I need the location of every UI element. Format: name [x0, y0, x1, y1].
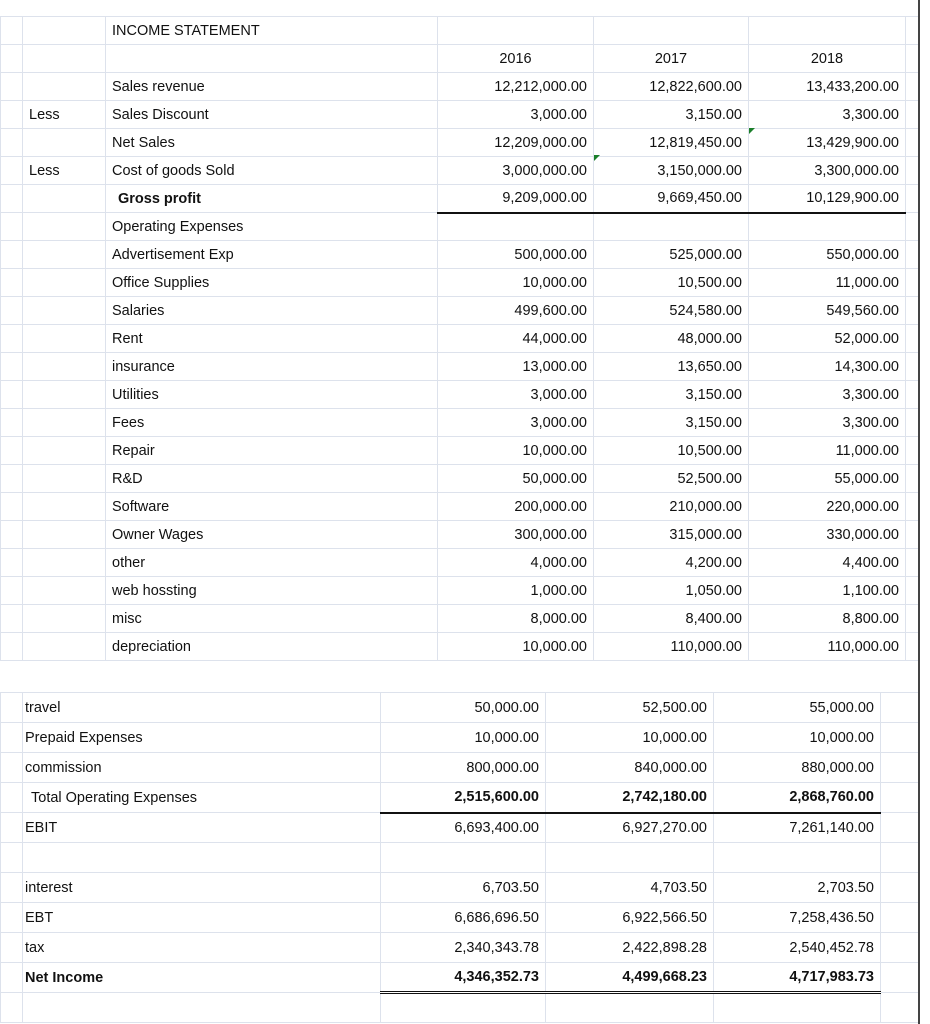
- cell[interactable]: [906, 493, 919, 521]
- value-cell[interactable]: 13,000.00: [438, 353, 594, 381]
- row-prefix[interactable]: [23, 297, 106, 325]
- cell[interactable]: [906, 381, 919, 409]
- cell[interactable]: [906, 185, 919, 213]
- cell[interactable]: [906, 101, 919, 129]
- cell[interactable]: [1, 157, 23, 185]
- cell[interactable]: [906, 465, 919, 493]
- row-prefix[interactable]: [23, 465, 106, 493]
- cell[interactable]: [1, 933, 23, 963]
- value-cell[interactable]: 200,000.00: [438, 493, 594, 521]
- value-cell[interactable]: 524,580.00: [594, 297, 749, 325]
- value-cell[interactable]: 330,000.00: [749, 521, 906, 549]
- row-label[interactable]: interest: [23, 873, 381, 903]
- value-cell[interactable]: 220,000.00: [749, 493, 906, 521]
- cell[interactable]: [1, 693, 23, 723]
- cell[interactable]: [881, 723, 919, 753]
- statement-row: [1, 521, 919, 549]
- cell[interactable]: [106, 45, 438, 73]
- cell[interactable]: [906, 297, 919, 325]
- value-cell[interactable]: 52,000.00: [749, 325, 906, 353]
- cell[interactable]: [23, 17, 106, 45]
- row-label[interactable]: Sales Discount: [106, 101, 438, 129]
- cell[interactable]: [881, 993, 919, 1023]
- year-header-row: [1, 45, 919, 73]
- cell[interactable]: [1, 493, 23, 521]
- statement-row: [1, 813, 919, 843]
- value-cell[interactable]: 2,742,180.00: [546, 783, 714, 813]
- error-indicator-icon: [594, 155, 600, 161]
- cell[interactable]: [906, 73, 919, 101]
- row-prefix[interactable]: [23, 409, 106, 437]
- value-cell[interactable]: 6,686,696.50: [381, 903, 546, 933]
- cell[interactable]: [906, 605, 919, 633]
- row-prefix[interactable]: Less: [23, 101, 106, 129]
- value-cell[interactable]: 55,000.00: [749, 465, 906, 493]
- value-cell[interactable]: 13,429,900.00: [749, 129, 906, 157]
- row-label[interactable]: tax: [23, 933, 381, 963]
- row-label[interactable]: Sales revenue: [106, 73, 438, 101]
- cell[interactable]: [906, 129, 919, 157]
- cell[interactable]: [1, 297, 23, 325]
- row-label[interactable]: Operating Expenses: [106, 213, 438, 241]
- row-label[interactable]: commission: [23, 753, 381, 783]
- row-prefix[interactable]: [23, 577, 106, 605]
- value-cell[interactable]: 7,258,436.50: [714, 903, 881, 933]
- row-label[interactable]: Net Sales: [106, 129, 438, 157]
- cell[interactable]: [1, 465, 23, 493]
- value-cell[interactable]: 3,000,000.00: [438, 157, 594, 185]
- row-label[interactable]: Prepaid Expenses: [23, 723, 381, 753]
- value-cell[interactable]: 3,150.00: [594, 409, 749, 437]
- value-cell[interactable]: 2,540,452.78: [714, 933, 881, 963]
- value-cell[interactable]: 3,300.00: [749, 101, 906, 129]
- cell[interactable]: [906, 45, 919, 73]
- statement-row: [1, 185, 919, 213]
- statement-row: [1, 783, 919, 813]
- row-label[interactable]: Rent: [106, 325, 438, 353]
- row-prefix[interactable]: [23, 185, 106, 213]
- value-cell[interactable]: [546, 993, 714, 1023]
- value-cell[interactable]: 44,000.00: [438, 325, 594, 353]
- value-cell[interactable]: 6,703.50: [381, 873, 546, 903]
- row-label[interactable]: Gross profit: [106, 185, 438, 213]
- value-cell[interactable]: 6,693,400.00: [381, 813, 546, 843]
- statement-row: [1, 241, 919, 269]
- cell[interactable]: [1, 993, 23, 1023]
- row-prefix[interactable]: [23, 521, 106, 549]
- year-header[interactable]: 2016: [438, 45, 594, 73]
- value-cell[interactable]: 4,000.00: [438, 549, 594, 577]
- row-prefix[interactable]: [23, 605, 106, 633]
- cell[interactable]: [906, 157, 919, 185]
- row-label[interactable]: travel: [23, 693, 381, 723]
- window-edge: [918, 0, 920, 1024]
- value-cell[interactable]: 500,000.00: [438, 241, 594, 269]
- value-cell[interactable]: [546, 843, 714, 873]
- statement-row: [1, 213, 919, 241]
- value-cell[interactable]: 3,300,000.00: [749, 157, 906, 185]
- cell[interactable]: [1, 269, 23, 297]
- row-label[interactable]: [23, 993, 381, 1023]
- value-cell[interactable]: 3,300.00: [749, 381, 906, 409]
- value-cell[interactable]: 1,100.00: [749, 577, 906, 605]
- cell[interactable]: [1, 129, 23, 157]
- row-label[interactable]: misc: [106, 605, 438, 633]
- value-cell[interactable]: 3,150.00: [594, 381, 749, 409]
- row-label[interactable]: Cost of goods Sold: [106, 157, 438, 185]
- value-cell[interactable]: [381, 843, 546, 873]
- value-cell[interactable]: 4,717,983.73: [714, 963, 881, 993]
- statement-row: [1, 933, 919, 963]
- value-cell[interactable]: 9,209,000.00: [438, 185, 594, 213]
- row-label[interactable]: other: [106, 549, 438, 577]
- value-cell[interactable]: 315,000.00: [594, 521, 749, 549]
- statement-row: [1, 409, 919, 437]
- value-cell[interactable]: 800,000.00: [381, 753, 546, 783]
- value-cell[interactable]: [381, 993, 546, 1023]
- value-cell[interactable]: 840,000.00: [546, 753, 714, 783]
- row-label[interactable]: Utilities: [106, 381, 438, 409]
- value-cell[interactable]: [594, 213, 749, 241]
- value-cell[interactable]: 4,200.00: [594, 549, 749, 577]
- cell[interactable]: [1, 903, 23, 933]
- statement-row: [1, 605, 919, 633]
- value-cell[interactable]: 10,000.00: [438, 269, 594, 297]
- cell[interactable]: [23, 45, 106, 73]
- value-cell[interactable]: 4,703.50: [546, 873, 714, 903]
- value-cell[interactable]: 1,000.00: [438, 577, 594, 605]
- value-cell[interactable]: 10,000.00: [381, 723, 546, 753]
- cell[interactable]: [1, 381, 23, 409]
- cell[interactable]: [1, 213, 23, 241]
- statement-row: [1, 873, 919, 903]
- value-cell[interactable]: 2,703.50: [714, 873, 881, 903]
- row-label[interactable]: Salaries: [106, 297, 438, 325]
- cell[interactable]: [1, 813, 23, 843]
- value-cell[interactable]: 13,650.00: [594, 353, 749, 381]
- statement-row: [1, 903, 919, 933]
- value-cell[interactable]: 880,000.00: [714, 753, 881, 783]
- value-cell[interactable]: 10,000.00: [546, 723, 714, 753]
- row-prefix[interactable]: [23, 549, 106, 577]
- cell[interactable]: [881, 903, 919, 933]
- row-prefix[interactable]: [23, 381, 106, 409]
- value-cell[interactable]: 52,500.00: [594, 465, 749, 493]
- cell[interactable]: [1, 577, 23, 605]
- value-cell[interactable]: 50,000.00: [438, 465, 594, 493]
- income-statement-lower-table: [0, 692, 919, 1023]
- cell[interactable]: [1, 963, 23, 993]
- cell[interactable]: [906, 325, 919, 353]
- cell[interactable]: [1, 723, 23, 753]
- cell[interactable]: [906, 241, 919, 269]
- cell[interactable]: [881, 813, 919, 843]
- row-label[interactable]: Advertisement Exp: [106, 241, 438, 269]
- row-label[interactable]: Software: [106, 493, 438, 521]
- value-cell[interactable]: 3,000.00: [438, 101, 594, 129]
- cell[interactable]: [1, 753, 23, 783]
- statement-row: [1, 577, 919, 605]
- cell[interactable]: [906, 437, 919, 465]
- cell[interactable]: [1, 783, 23, 813]
- statement-row: [1, 843, 919, 873]
- statement-row: [1, 297, 919, 325]
- value-cell[interactable]: 3,150,000.00: [594, 157, 749, 185]
- value-cell[interactable]: 50,000.00: [381, 693, 546, 723]
- row-prefix[interactable]: [23, 437, 106, 465]
- value-cell[interactable]: 2,422,898.28: [546, 933, 714, 963]
- row-label[interactable]: Total Operating Expenses: [23, 783, 381, 813]
- cell[interactable]: [881, 873, 919, 903]
- cell[interactable]: [881, 963, 919, 993]
- value-cell[interactable]: [714, 993, 881, 1023]
- statement-row: [1, 269, 919, 297]
- value-cell[interactable]: 6,922,566.50: [546, 903, 714, 933]
- value-cell[interactable]: 11,000.00: [749, 437, 906, 465]
- cell[interactable]: [1, 633, 23, 661]
- value-cell[interactable]: 110,000.00: [594, 633, 749, 661]
- value-cell[interactable]: 12,822,600.00: [594, 73, 749, 101]
- cell[interactable]: [1, 437, 23, 465]
- cell[interactable]: [906, 633, 919, 661]
- value-cell[interactable]: [749, 213, 906, 241]
- value-cell[interactable]: 3,300.00: [749, 409, 906, 437]
- year-header[interactable]: 2017: [594, 45, 749, 73]
- cell[interactable]: [906, 577, 919, 605]
- row-prefix[interactable]: [23, 353, 106, 381]
- statement-row: [1, 157, 919, 185]
- statement-row: [1, 493, 919, 521]
- income-statement-upper-table: [0, 16, 919, 661]
- cell[interactable]: [1, 521, 23, 549]
- cell[interactable]: [906, 549, 919, 577]
- cell[interactable]: [906, 213, 919, 241]
- cell[interactable]: [438, 17, 594, 45]
- row-prefix[interactable]: [23, 73, 106, 101]
- cell[interactable]: [1, 353, 23, 381]
- statement-row: [1, 381, 919, 409]
- statement-title[interactable]: INCOME STATEMENT: [106, 17, 438, 45]
- cell[interactable]: [906, 521, 919, 549]
- value-cell[interactable]: 525,000.00: [594, 241, 749, 269]
- row-label[interactable]: Owner Wages: [106, 521, 438, 549]
- row-label[interactable]: [23, 843, 381, 873]
- row-label[interactable]: Repair: [106, 437, 438, 465]
- row-prefix[interactable]: [23, 241, 106, 269]
- statement-row: [1, 633, 919, 661]
- year-header[interactable]: 2018: [749, 45, 906, 73]
- value-cell[interactable]: 7,261,140.00: [714, 813, 881, 843]
- row-label[interactable]: Office Supplies: [106, 269, 438, 297]
- value-cell[interactable]: [714, 843, 881, 873]
- row-prefix[interactable]: [23, 269, 106, 297]
- cell[interactable]: [1, 101, 23, 129]
- cell[interactable]: [906, 269, 919, 297]
- row-label[interactable]: Fees: [106, 409, 438, 437]
- cell[interactable]: [1, 605, 23, 633]
- row-prefix[interactable]: [23, 493, 106, 521]
- title-row: [1, 17, 919, 45]
- cell[interactable]: [881, 843, 919, 873]
- value-cell[interactable]: 2,515,600.00: [381, 783, 546, 813]
- statement-row: [1, 753, 919, 783]
- value-cell[interactable]: 10,000.00: [438, 633, 594, 661]
- row-label[interactable]: Net Income: [23, 963, 381, 993]
- value-cell[interactable]: 8,800.00: [749, 605, 906, 633]
- statement-row: [1, 993, 919, 1023]
- row-label[interactable]: EBIT: [23, 813, 381, 843]
- value-cell[interactable]: 8,400.00: [594, 605, 749, 633]
- row-label[interactable]: insurance: [106, 353, 438, 381]
- value-cell[interactable]: 3,000.00: [438, 409, 594, 437]
- statement-row: [1, 723, 919, 753]
- cell[interactable]: [881, 933, 919, 963]
- value-cell[interactable]: 12,212,000.00: [438, 73, 594, 101]
- row-label[interactable]: EBT: [23, 903, 381, 933]
- cell[interactable]: [1, 17, 23, 45]
- value-cell[interactable]: 14,300.00: [749, 353, 906, 381]
- cell[interactable]: [881, 693, 919, 723]
- statement-row: [1, 963, 919, 993]
- value-cell[interactable]: 1,050.00: [594, 577, 749, 605]
- row-prefix[interactable]: [23, 325, 106, 353]
- row-label[interactable]: depreciation: [106, 633, 438, 661]
- value-cell[interactable]: 10,000.00: [438, 437, 594, 465]
- statement-row: [1, 693, 919, 723]
- value-cell[interactable]: 11,000.00: [749, 269, 906, 297]
- cell[interactable]: [1, 549, 23, 577]
- value-cell[interactable]: 8,000.00: [438, 605, 594, 633]
- cell[interactable]: [1, 325, 23, 353]
- value-cell[interactable]: 499,600.00: [438, 297, 594, 325]
- value-cell[interactable]: [438, 213, 594, 241]
- row-label[interactable]: R&D: [106, 465, 438, 493]
- value-cell[interactable]: 48,000.00: [594, 325, 749, 353]
- value-cell[interactable]: 52,500.00: [546, 693, 714, 723]
- value-cell[interactable]: 300,000.00: [438, 521, 594, 549]
- value-cell[interactable]: 12,819,450.00: [594, 129, 749, 157]
- row-prefix[interactable]: [23, 213, 106, 241]
- value-cell[interactable]: 13,433,200.00: [749, 73, 906, 101]
- statement-row: [1, 325, 919, 353]
- value-cell[interactable]: 549,560.00: [749, 297, 906, 325]
- cell[interactable]: [594, 17, 749, 45]
- cell[interactable]: [881, 753, 919, 783]
- statement-row: [1, 129, 919, 157]
- value-cell[interactable]: 10,500.00: [594, 269, 749, 297]
- value-cell[interactable]: 10,500.00: [594, 437, 749, 465]
- value-cell[interactable]: 3,150.00: [594, 101, 749, 129]
- value-cell[interactable]: 9,669,450.00: [594, 185, 749, 213]
- cell[interactable]: [906, 353, 919, 381]
- value-cell[interactable]: 12,209,000.00: [438, 129, 594, 157]
- value-cell[interactable]: 550,000.00: [749, 241, 906, 269]
- statement-row: [1, 437, 919, 465]
- cell[interactable]: [906, 409, 919, 437]
- row-prefix[interactable]: Less: [23, 157, 106, 185]
- value-cell[interactable]: 6,927,270.00: [546, 813, 714, 843]
- cell[interactable]: [1, 241, 23, 269]
- cell[interactable]: [1, 185, 23, 213]
- value-cell[interactable]: 4,346,352.73: [381, 963, 546, 993]
- statement-row: [1, 549, 919, 577]
- row-prefix[interactable]: [23, 129, 106, 157]
- error-indicator-icon: [749, 128, 755, 134]
- value-cell[interactable]: 3,000.00: [438, 381, 594, 409]
- statement-row: [1, 101, 919, 129]
- row-prefix[interactable]: [23, 633, 106, 661]
- cell[interactable]: [1, 73, 23, 101]
- value-cell[interactable]: 55,000.00: [714, 693, 881, 723]
- cell[interactable]: [906, 17, 919, 45]
- cell[interactable]: [749, 17, 906, 45]
- row-label[interactable]: web hossting: [106, 577, 438, 605]
- value-cell[interactable]: 2,340,343.78: [381, 933, 546, 963]
- cell[interactable]: [1, 843, 23, 873]
- value-cell[interactable]: 10,129,900.00: [749, 185, 906, 213]
- cell[interactable]: [1, 45, 23, 73]
- value-cell[interactable]: 10,000.00: [714, 723, 881, 753]
- value-cell[interactable]: 110,000.00: [749, 633, 906, 661]
- statement-row: [1, 353, 919, 381]
- value-cell[interactable]: 210,000.00: [594, 493, 749, 521]
- cell[interactable]: [1, 409, 23, 437]
- cell[interactable]: [1, 873, 23, 903]
- value-cell[interactable]: 4,499,668.23: [546, 963, 714, 993]
- value-cell[interactable]: 2,868,760.00: [714, 783, 881, 813]
- cell[interactable]: [881, 783, 919, 813]
- statement-row: [1, 73, 919, 101]
- statement-row: [1, 465, 919, 493]
- value-cell[interactable]: 4,400.00: [749, 549, 906, 577]
